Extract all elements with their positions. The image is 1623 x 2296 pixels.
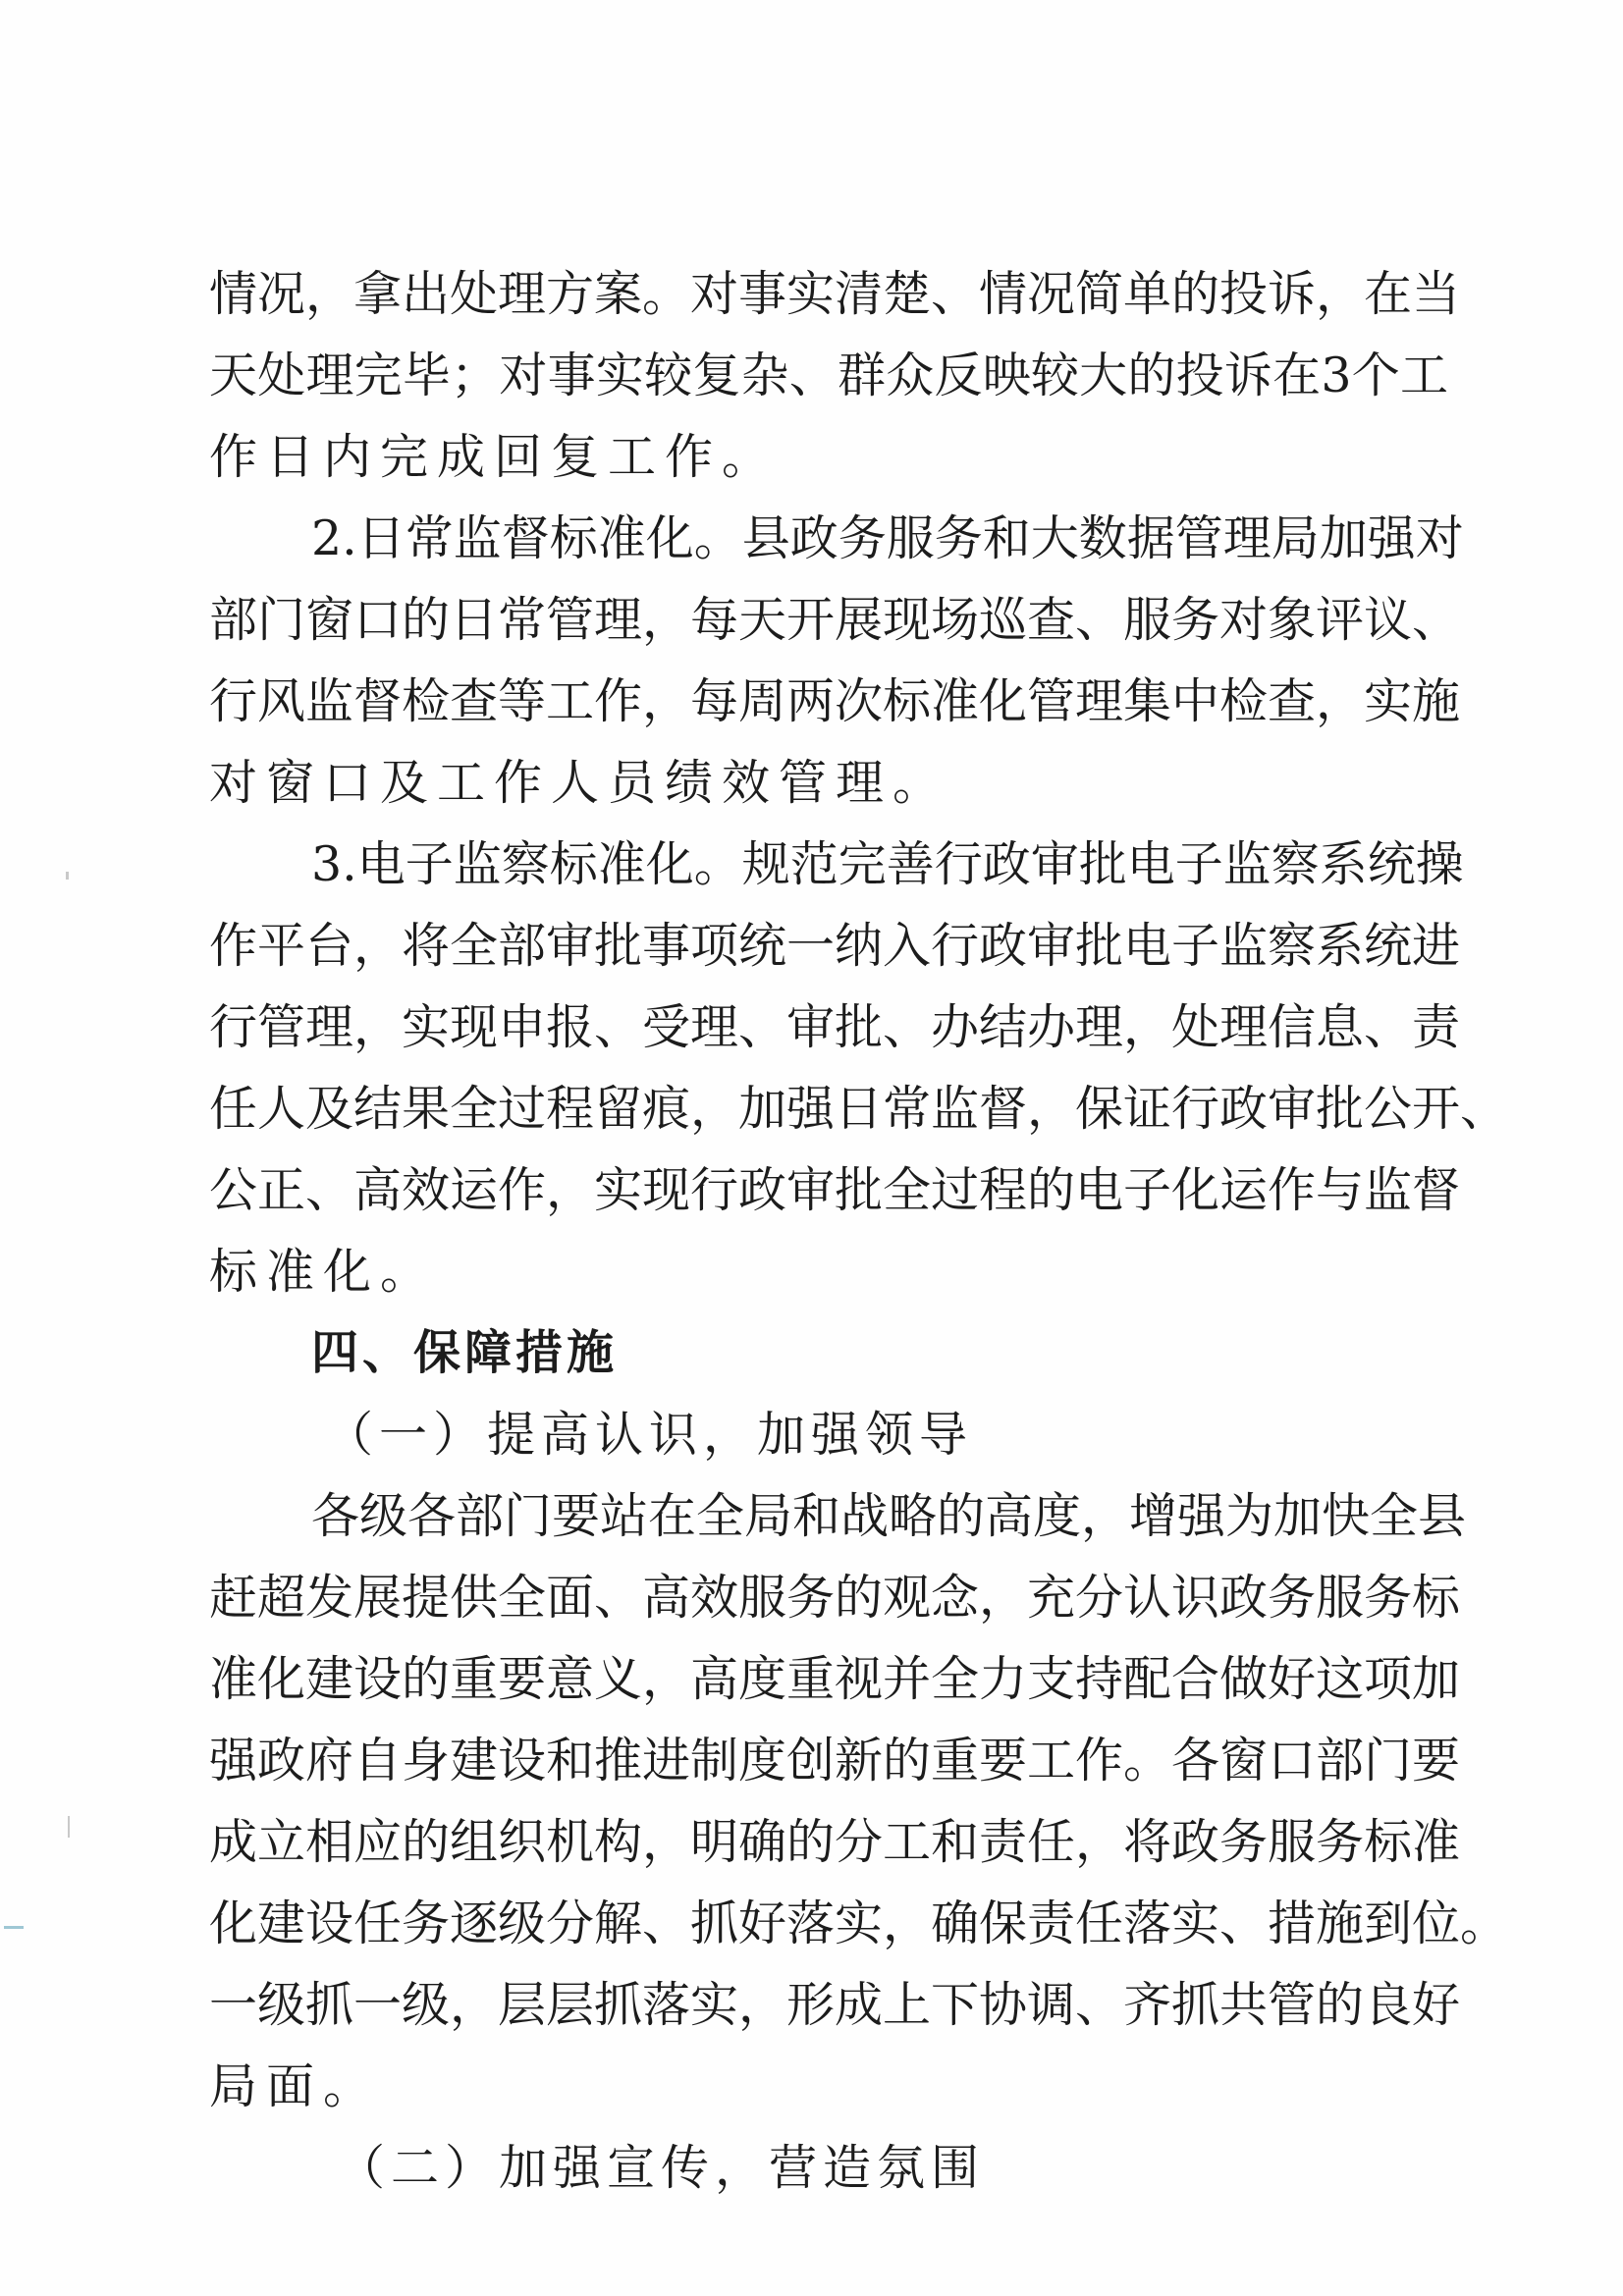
paragraph-line: 情况，拿出处理方案。对事实清楚、情况简单的投诉，在当 [209, 266, 1461, 322]
paragraph-line: 一级抓一级，层层抓落实，形成上下协调、齐抓共管的良好 [209, 1977, 1461, 2033]
scan-artifact [66, 872, 69, 880]
section-item-3-title: 3.电子监察标准化。规范完善行政审批电子监察系统操 [311, 836, 1464, 892]
paragraph-line: 各级各部门要站在全局和战略的高度，增强为加快全县 [311, 1488, 1467, 1544]
paragraph-line: 成立相应的组织机构，明确的分工和责任，将政务服务标准 [209, 1814, 1461, 1870]
paragraph-line: 天处理完毕；对事实较复杂、群众反映较大的投诉在3个工 [209, 347, 1448, 403]
scan-artifact [4, 1926, 24, 1929]
paragraph-line: 准化建设的重要意义，高度重视并全力支持配合做好这项加 [209, 1651, 1461, 1707]
paragraph-line: 行风监督检查等工作，每周两次标准化管理集中检查，实施 [209, 673, 1461, 729]
subsection-heading-2: （二）加强宣传，营造氛围 [337, 2140, 986, 2196]
paragraph-line: 标准化。 [209, 1244, 438, 1300]
subsection-heading-1: （一）提高认识，加强领导 [325, 1407, 974, 1463]
paragraph-line: 化建设任务逐级分解、抓好落实，确保责任落实、措施到位。 [209, 1896, 1509, 1951]
scan-artifact [68, 1816, 70, 1838]
paragraph-line: 强政府自身建设和推进制度创新的重要工作。各窗口部门要 [209, 1733, 1461, 1789]
paragraph-line: 公正、高效运作，实现行政审批全过程的电子化运作与监督 [209, 1162, 1461, 1218]
paragraph-line: 对窗口及工作人员绩效管理。 [209, 755, 950, 811]
paragraph-line: 部门窗口的日常管理，每天开展现场巡查、服务对象评议、 [209, 592, 1461, 648]
paragraph-line: 作平台，将全部审批事项统一纳入行政审批电子监察系统进 [209, 918, 1461, 974]
section-item-2-title: 2.日常监督标准化。县政务服务和大数据管理局加强对 [311, 510, 1464, 566]
paragraph-line: 作日内完成回复工作。 [209, 429, 780, 485]
paragraph-line: 赶超发展提供全面、高效服务的观念，充分认识政务服务标 [209, 1570, 1461, 1626]
paragraph-line: 局面。 [209, 2058, 381, 2114]
paragraph-line: 任人及结果全过程留痕，加强日常监督，保证行政审批公开、 [209, 1081, 1509, 1137]
section-heading: 四、保障措施 [311, 1325, 619, 1380]
paragraph-line: 行管理，实现申报、受理、审批、办结办理，处理信息、责 [209, 999, 1461, 1055]
document-body [209, 253, 1509, 2209]
